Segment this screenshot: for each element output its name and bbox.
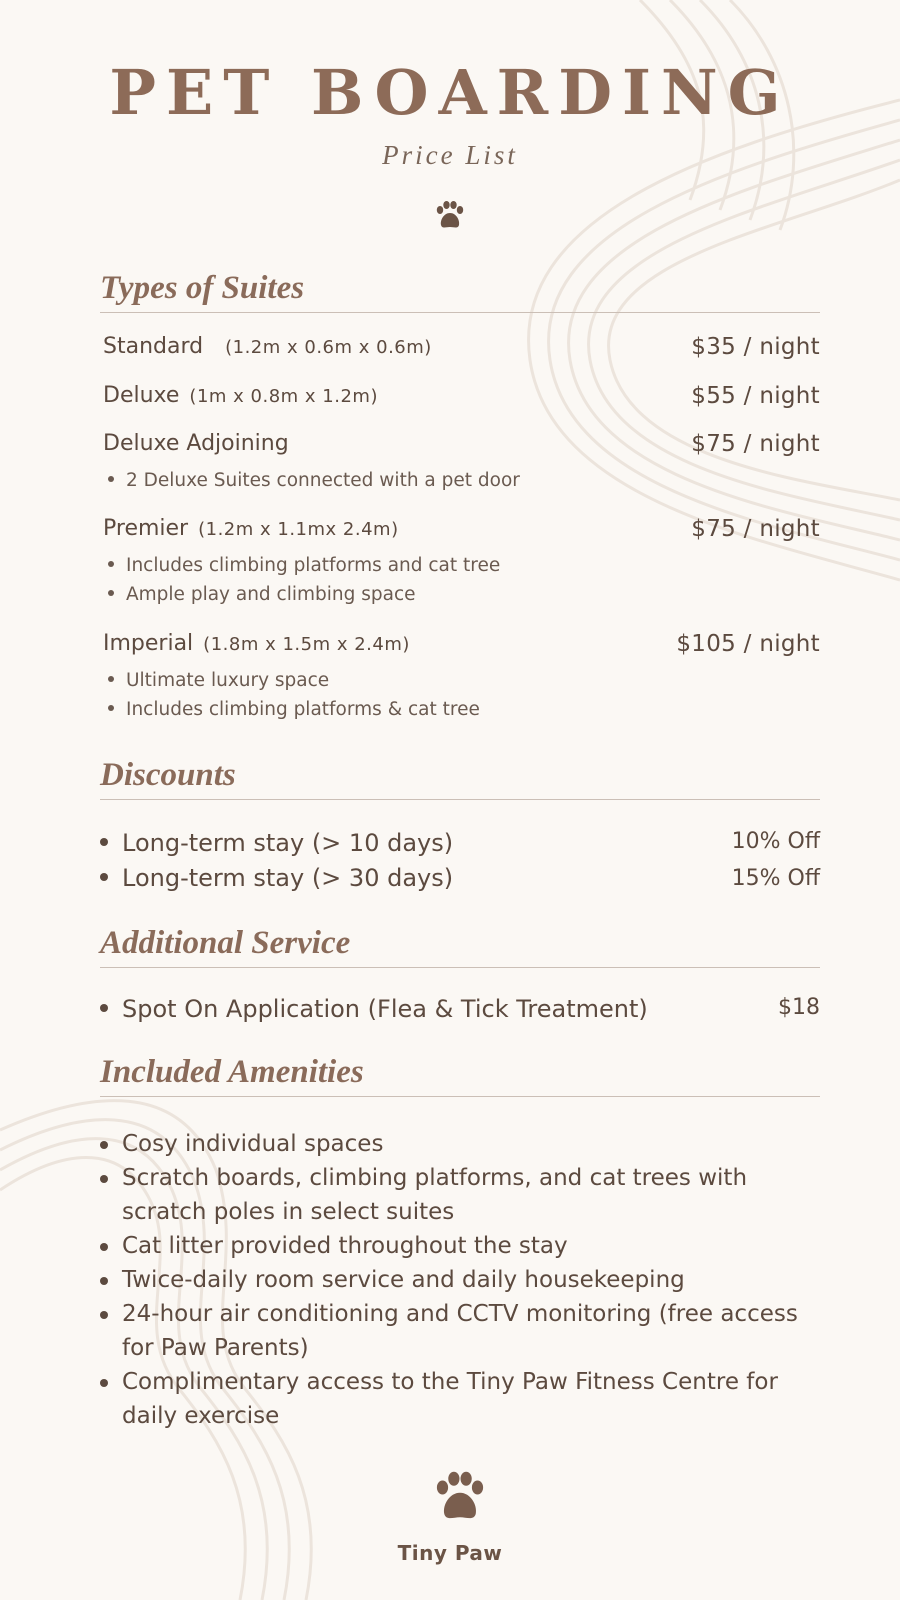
- suite-dimensions: (1.8m x 1.5m x 2.4m): [203, 634, 410, 655]
- suite-dimensions: (1.2m x 1.1mx 2.4m): [198, 519, 399, 540]
- suite-row-deluxe: [103, 383, 820, 413]
- suite-price: $75 / night: [691, 431, 820, 457]
- page-subtitle: Price List: [382, 140, 518, 170]
- suite-feature: Includes climbing platforms & cat tree: [108, 699, 480, 720]
- suite-name: Standard (1.2m x 0.6m x 0.6m): [103, 334, 432, 359]
- suite-price: $75 / night: [691, 516, 820, 542]
- suite-price: $55 / night: [691, 383, 820, 409]
- section-heading-suites: Types of Suites: [100, 270, 820, 313]
- discount-value: 10% Off: [731, 829, 820, 854]
- discount-value: 15% Off: [731, 866, 820, 891]
- list-item: 24-hour air conditioning and CCTV monitoring (free access for Paw Parents): [100, 1297, 820, 1365]
- service-item: Spot On Application (Flea & Tick Treatment): [100, 995, 648, 1023]
- suite-name: Imperial (1.8m x 1.5m x 2.4m): [103, 631, 410, 656]
- discount-item: Long-term stay (> 30 days): [100, 864, 453, 892]
- suite-row-imperial: [103, 631, 820, 661]
- suite-row-deluxe-adjoining: [103, 431, 820, 461]
- list-item: Scratch boards, climbing platforms, and cat trees with scratch poles in select suites: [100, 1161, 820, 1229]
- suite-feature: 2 Deluxe Suites connected with a pet door: [108, 470, 520, 491]
- suite-dimensions: (1m x 0.8m x 1.2m): [189, 386, 378, 407]
- suite-feature: Ultimate luxury space: [108, 670, 329, 691]
- suite-price: $105 / night: [676, 631, 820, 657]
- list-item: Twice-daily room service and daily housekeeping: [100, 1263, 820, 1297]
- paw-icon: [430, 1470, 490, 1526]
- suite-feature: Includes climbing platforms and cat tree: [108, 555, 500, 576]
- suite-name: Premier (1.2m x 1.1mx 2.4m): [103, 516, 399, 541]
- list-item: Complimentary access to the Tiny Paw Fitness Centre for daily exercise: [100, 1365, 820, 1433]
- service-price: $18: [778, 995, 820, 1020]
- suite-row-standard: [103, 334, 820, 364]
- discount-item: Long-term stay (> 10 days): [100, 829, 453, 857]
- suite-dimensions: (1.2m x 0.6m x 0.6m): [225, 337, 432, 358]
- suite-row-premier: [103, 516, 820, 546]
- paw-icon: [433, 200, 467, 232]
- suite-name: Deluxe Adjoining: [103, 431, 289, 456]
- list-item: Cat litter provided throughout the stay: [100, 1229, 820, 1263]
- section-heading-amenities: Included Amenities: [100, 1054, 820, 1097]
- suite-feature: Ample play and climbing space: [108, 584, 416, 605]
- amenities-list: [100, 1127, 820, 1433]
- section-heading-discounts: Discounts: [100, 757, 820, 800]
- list-item: Cosy individual spaces: [100, 1127, 820, 1161]
- page-title: PET BOARDING: [109, 56, 791, 129]
- suite-name: Deluxe (1m x 0.8m x 1.2m): [103, 383, 378, 408]
- brand-name: Tiny Paw: [397, 1541, 503, 1565]
- section-heading-additional-service: Additional Service: [100, 925, 820, 968]
- suite-price: $35 / night: [691, 334, 820, 360]
